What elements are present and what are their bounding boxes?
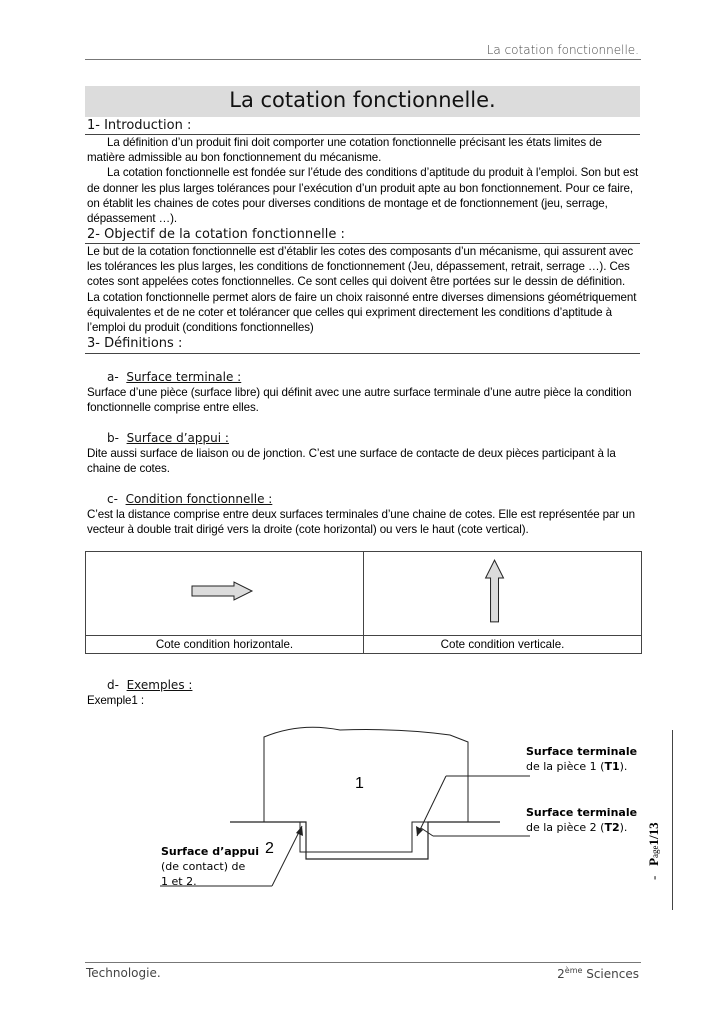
page-number-small: age — [650, 845, 660, 858]
piece-1-outline — [264, 727, 468, 822]
horizontal-arrow-cell — [86, 552, 364, 636]
section-2-heading: 2- Objectif de la cotation fonctionnelle : — [87, 227, 345, 242]
page-number — [646, 800, 662, 880]
def-d-heading — [107, 678, 192, 692]
label-appui-title: Surface d’appui — [161, 845, 260, 858]
condition-table — [85, 551, 642, 654]
section-2-para-2: La cotation fonctionnelle permet alors de faire un choix raisonné entre diverses dimensions géométriquement équivalentes et de ne coter et tolérancer que celles qui expriment directement les conditions d’aptitude à l’emploi du produit (conditions fonctionnelles) — [87, 290, 637, 335]
horizontal-arrow-icon — [86, 552, 363, 632]
part-1-label: 1 — [355, 775, 364, 792]
def-b-heading — [107, 431, 229, 445]
footer-grade-number: 2 — [557, 967, 565, 981]
label-t2-subtitle: de la pièce 2 (T2). — [526, 821, 628, 834]
vertical-arrow-icon — [364, 552, 641, 632]
section-3-rule — [85, 353, 640, 354]
footer-rule — [85, 962, 641, 963]
def-a-text: Surface d’une pièce (surface libre) qui définit avec une autre surface terminale d’une autre pièce la condition fonctionnelle comprise entre elles. — [87, 386, 632, 415]
header-rule — [85, 59, 641, 60]
label-t1-title: Surface terminale — [526, 745, 638, 758]
footer-left: Technologie. — [86, 966, 161, 980]
def-a-term: Surface terminale : — [126, 370, 242, 384]
label-t2 — [526, 805, 637, 835]
running-header: La cotation fonctionnelle. — [486, 43, 639, 57]
footer-grade-text: Sciences — [582, 967, 639, 981]
section-1-para-2: La cotation fonctionnelle est fondée sur l’étude des conditions d’aptitude du produit à l’emploi. Son but est de donner les plus larges tolérances pour l’exécution d’un produit apte au bon fonctionnement. Pour ce faire, on établit les chaines de cotes pour diverses conditions de montage et de fonctionnement (jeu, serrage, dépassement …). — [87, 166, 639, 226]
def-b-term: Surface d’appui : — [126, 431, 229, 445]
def-d-marker: d- — [107, 678, 119, 692]
section-2-body — [87, 244, 642, 335]
page-title: La cotation fonctionnelle. — [229, 88, 496, 112]
def-a-heading — [107, 370, 241, 384]
section-3-heading: 3- Définitions : — [87, 336, 183, 351]
label-t1 — [526, 744, 637, 774]
part-2-label: 2 — [265, 840, 274, 857]
section-1-body — [87, 135, 642, 226]
label-t1-subtitle: de la pièce 1 (T1). — [526, 760, 628, 773]
page-number-dash: - — [646, 875, 661, 880]
footer-right — [557, 966, 639, 981]
def-c-marker: c- — [107, 492, 118, 506]
label-appui-line3: 1 et 2. — [161, 875, 197, 888]
piece-1-bottom — [264, 822, 468, 852]
section-1-heading: 1- Introduction : — [87, 118, 192, 133]
def-b-marker: b- — [107, 431, 119, 445]
label-t2-title: Surface terminale — [526, 806, 638, 819]
page-number-prefix: P — [646, 857, 661, 866]
section-2-para-1: Le but de la cotation fonctionnelle est d’établir les cotes des composants d’un mécanisme, qui assurent avec les tolérances les plus larges, les conditions de fonctionnement (Jeu, dépassement, retrait, serrage …). Ces cotes sont appelées cotes fonctionnelles. Ce sont celles qui doivent être portées sur le dessin de définition. — [87, 245, 634, 289]
section-1-para-1: La définition d’un produit fini doit comporter une cotation fonctionnelle précisant les états limites de matière admissible au bon fonctionnement du mécanisme. — [87, 136, 602, 165]
label-appui — [161, 844, 259, 889]
def-c-heading — [107, 492, 272, 506]
def-a-marker: a- — [107, 370, 119, 384]
vertical-caption: Cote condition verticale. — [364, 636, 642, 654]
vertical-arrow-cell — [364, 552, 642, 636]
example-1-label: Exemple1 : — [87, 694, 144, 707]
def-c-term: Condition fonctionnelle : — [125, 492, 273, 506]
def-c-text: C’est la distance comprise entre deux surfaces terminales d’une chaine de cotes. Elle est représentée par un vecteur à double trait dirigé vers la droite (cote horizontal) ou vers le haut (cote vertical). — [87, 508, 635, 537]
def-b-text: Dite aussi surface de liaison ou de jonction. C’est une surface de contacte de deux pièces participant à la chaine de cotes. — [87, 447, 616, 476]
label-appui-line2: (de contact) de — [161, 860, 246, 873]
page-number-value: 1/13 — [646, 822, 661, 846]
footer-grade-sup: ème — [564, 966, 583, 975]
horizontal-caption: Cote condition horizontale. — [86, 636, 364, 654]
page-side-rule — [672, 730, 673, 910]
def-d-term: Exemples : — [126, 678, 193, 692]
